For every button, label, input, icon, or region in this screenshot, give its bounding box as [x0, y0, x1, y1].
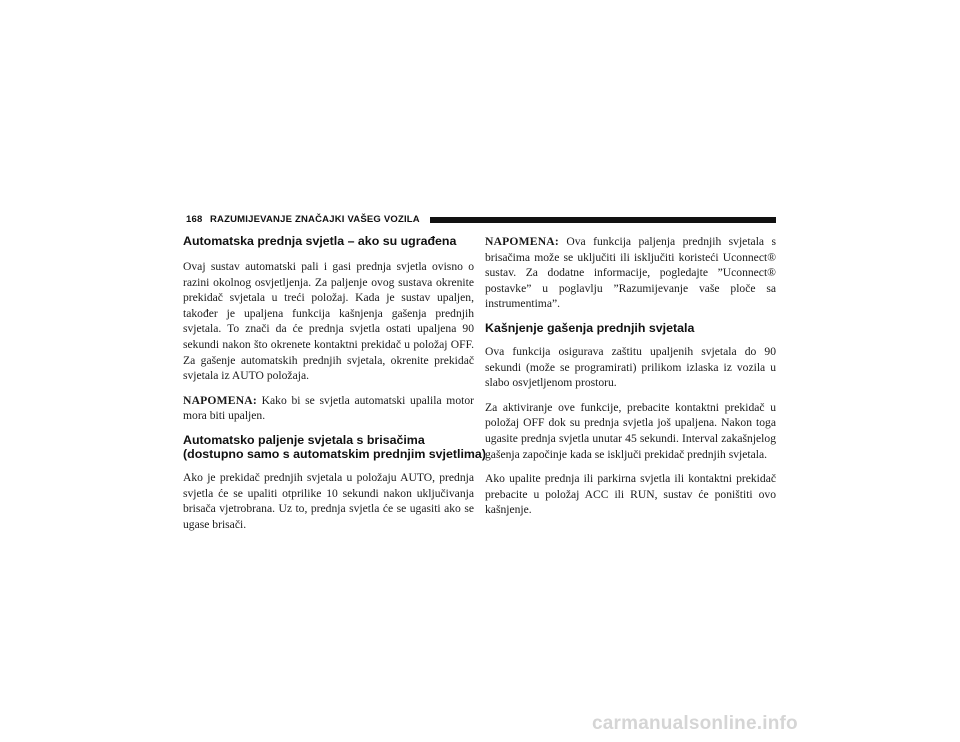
header-rule	[430, 217, 776, 223]
note-text: Kako bi se svjetla automatski upalila motor mora biti upaljen.	[183, 393, 474, 423]
page-header	[186, 213, 776, 227]
right-column	[485, 234, 776, 527]
note-label: NAPOMENA:	[183, 393, 257, 407]
note-paragraph-uconnect	[485, 234, 776, 312]
headlight-delay-paragraph-3: Ako upalite prednja ili parkirna svjetla ili kontaktni prekidač prebacite u položaj ACC ili RUN, sustav će poništiti ovo kašnjenje.	[485, 472, 776, 517]
note-text: Ova funkcija paljenja prednjih svjetala s brisačima može se uključiti ili isključiti koristeći Uconnect® sustav. Za dodatne informacije, pogledajte ”Uconnect® postavke” u poglavlju ”Razumijevanje vaše ploče sa instrumentima”.	[485, 235, 776, 311]
watermark: carmanualsonline.info	[592, 713, 798, 734]
auto-headlights-paragraph: Ovaj sustav automatski pali i gasi prednja svjetla ovisno o razini okolnog osvjetljenja. Za paljenje ovog sustava okrenite prekidač svjetala u treći položaj. Kada je sustav upaljen, također je upaljena funkcija kašnjenja gašenja prednjih svjetala. To znači da će prednja svjetla ostati upaljena 90 sekundi nakon što okrenete kontaktni prekidač u položaj OFF. Za gašenje automatskih prednjih svjetala, okrenite prekidač svjetala iz AUTO položaja.	[183, 260, 474, 383]
note-paragraph-engine	[183, 393, 474, 424]
section-heading-wiper-lights	[183, 432, 486, 461]
running-title: RAZUMIJEVANJE ZNAČAJKI VAŠEG VOZILA	[210, 214, 420, 225]
section-heading-headlight-delay: Kašnjenje gašenja prednjih svjetala	[485, 320, 695, 335]
wiper-lights-paragraph: Ako je prekidač prednjih svjetala u položaju AUTO, prednja svjetla će se upaliti otprilike 10 sekundi nakon uključivanja brisača vjetrobrana. Uz to, prednja svjetla će se ugasiti ako se ugase brisači.	[183, 470, 474, 531]
heading-line-1: Automatsko paljenje svjetala s brisačima	[183, 432, 425, 447]
headlight-delay-paragraph-1: Ova funkcija osigurava zaštitu upaljenih svjetala do 90 sekundi (može se programirati) prilikom izlaska iz vozila u slabo osvjetljenom prostoru.	[485, 344, 776, 390]
page-number: 168	[186, 214, 203, 225]
note-label: NAPOMENA:	[485, 235, 559, 248]
left-column	[183, 234, 486, 541]
section-heading-auto-headlights: Automatska prednja svjetla – ako su ugrađena	[183, 234, 457, 248]
headlight-delay-paragraph-2: Za aktiviranje ove funkcije, prebacite kontaktni prekidač u položaj OFF dok su prednja svjetla još upaljena. Nakon toga ugasite prednja svjetla unutar 45 sekundi. Interval zakašnjelog gašenja započinje kada se isključi prekidač prednjih svjetala.	[485, 400, 776, 461]
heading-line-2: (dostupno samo s automatskim prednjim svjetlima)	[183, 446, 486, 461]
